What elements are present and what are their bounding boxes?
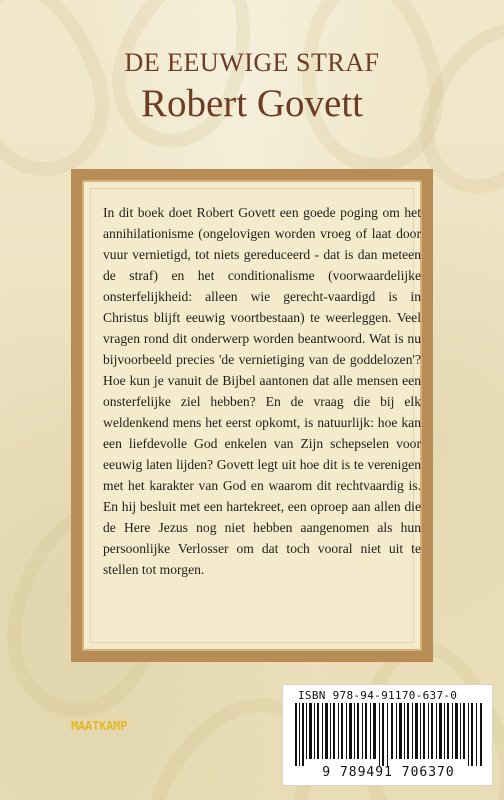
author-name: Robert Govett [140,82,364,125]
book-description-text: In dit boek doet Robert Govett een goede poging om het annihilationisme (ongelovigen worden vroeg of laat door vuur vernietigd, tot niets gereduceerd - dat is dan meteen de straf) en het conditionalisme (voorwaardelijke onsterfelijkheid: alleen wie gerecht-vaardigd is in Christus blijft eeuwig voortbestaan) te weerleggen. Veel vragen rond dit onderwerp worden beantwoord. Wat is nu bijvoorbeeld precies 'de vernietiging van de goddelozen'? Hoe kun je vanuit de Bijbel aantonen dat alle mensen een onsterfelijke ziel hebben? En de vraag die bij elk weldenkend mens het eerst opkomt, is natuurlijk: hoe kan een liefdevolle God enkelen van Zijn schepselen voor eeuwig laten lijden? Govett legt uit hoe dit is te verenigen met het karakter van God en waarom dit rechtvaardig is. En hij besluit met een hartekreet, een oproep aan allen die de Here Jezus nog niet hebben aangenomen als hun persoonlijke Verlosser om dat toch vooral niet uit te stellen tot morgen. [103,205,421,577]
barcode-number: 9 789491 706370 [322,765,455,780]
barcode-panel [282,684,493,786]
description-frame [71,169,433,662]
barcode-icon [295,703,483,766]
book-description [103,202,421,580]
isbn-text: ISBN 978-94-91170-637-0 [298,689,458,702]
publisher-logo: MAATKAMP [71,719,128,733]
book-title: DE EEUWIGE STRAF [124,48,380,77]
